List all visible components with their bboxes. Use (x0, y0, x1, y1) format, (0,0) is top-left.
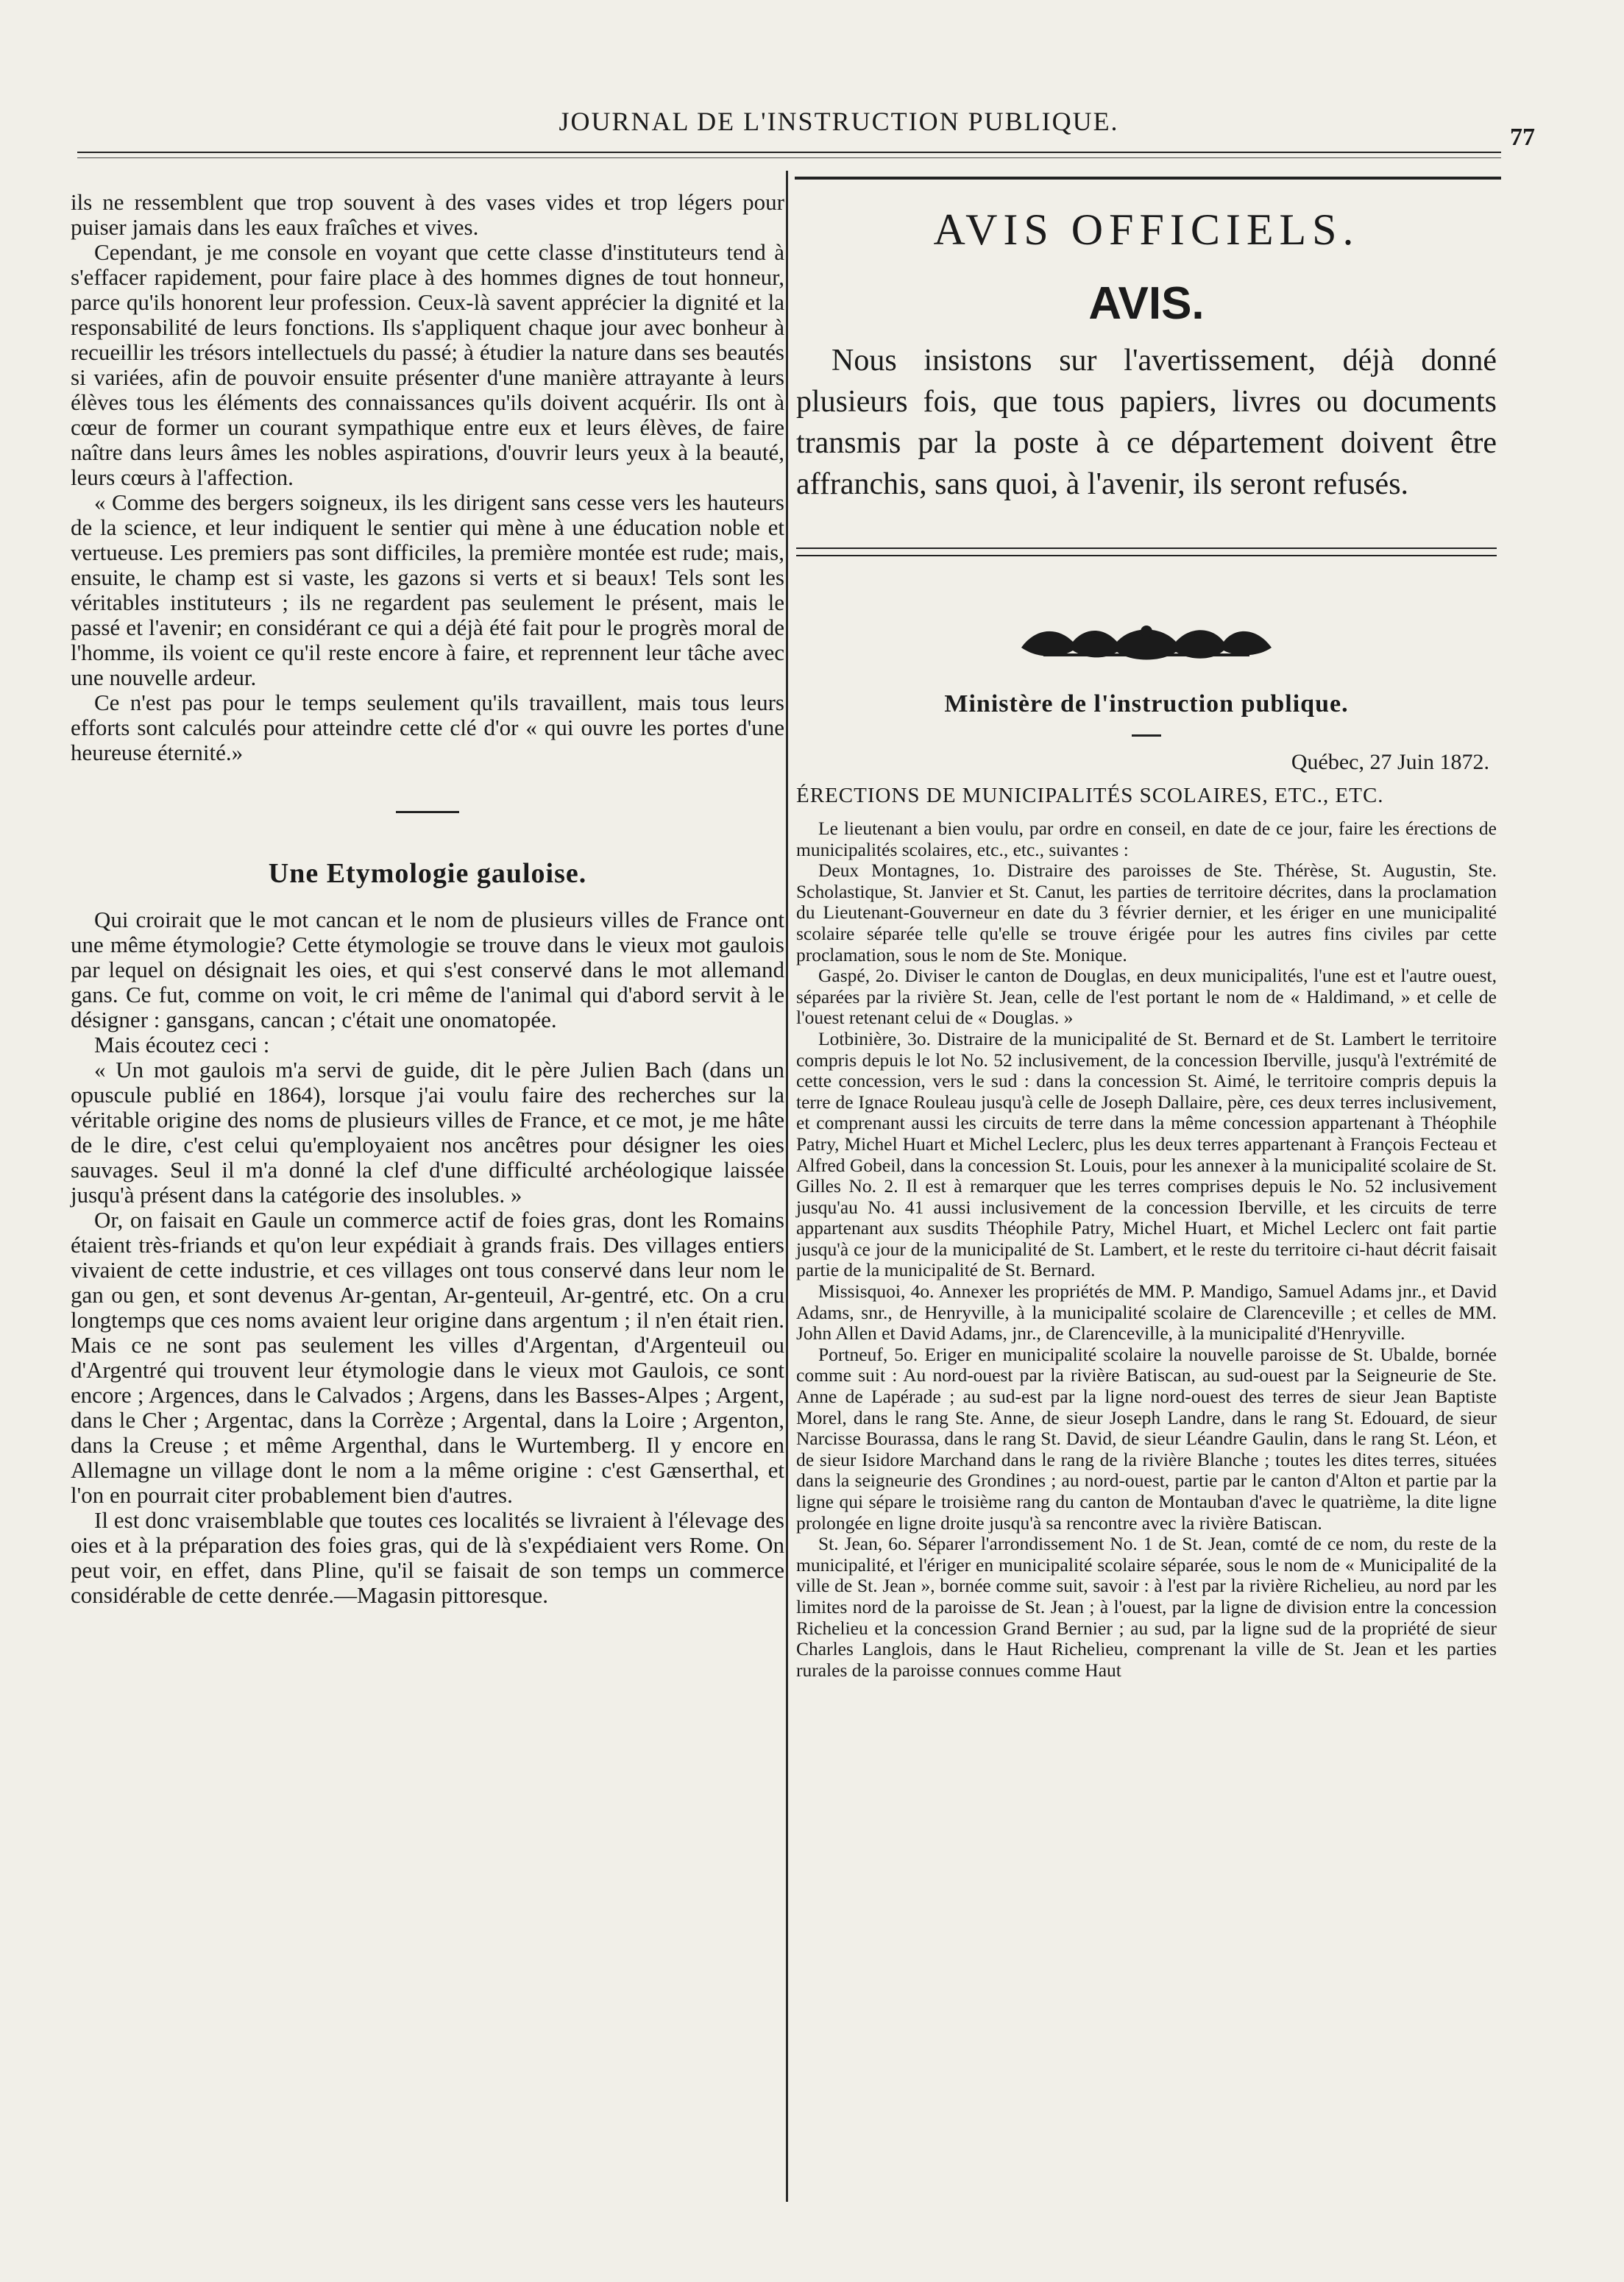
decorative-vignette-icon (1014, 620, 1279, 664)
article-title: Une Etymologie gauloise. (268, 858, 587, 889)
right-column-top-rule (795, 177, 1501, 180)
page-number: 77 (1510, 124, 1535, 151)
header-rule (77, 152, 1501, 153)
erection-paragraph: Deux Montagnes, 1o. Distraire des paroisses de Ste. Thérèse, St. Augustin, Ste. Scholastique, St. Janvier et St. Canut, les parties de territoire décrites, dans la proclamation du Lieutenant-Gouverneur en date du 3 février dernier, et les ériger en une municipalité scolaire séparée telle qu'elle se trouve érigée pour les autres fins civiles par cette proclamation, sous le nom de Ste. Monique. (796, 860, 1497, 965)
running-header (74, 102, 1545, 151)
section-title: AVIS OFFICIELS. (933, 205, 1360, 254)
column-divider (786, 171, 788, 2202)
erection-paragraph: Portneuf, 5o. Eriger en municipalité scolaire la nouvelle paroisse de St. Ubalde, bornée comme suit : Au nord-ouest par la rivière Batiscan, au sud-ouest par la Seigneurie de Ste. Anne de Lapérade ; au sud-est par la ligne nord-ouest des terres de sieur Jean Baptiste Morel, dans le rang Ste. Anne, de sieur Joseph Landre, dans le rang St. Edouard, de sieur Narcisse Bourassa, dans le rang St. David, de sieur Léandre Gaulin, dans le rang St. Léon, et de sieur Isidore Marchand dans le rang de la rivière Blanche ; toutes les dites terres, situées dans la seigneurie des Grondines ; au nord-ouest, partie par le canton d'Alton et partie par la ligne qui sépare le troisième rang du canton de Montauban d'avec le quatrième, la dite ligne prolongée en ligne droite jusqu'à sa rencontre avec la rivière Batiscan. (796, 1343, 1497, 1534)
paragraph: « Comme des bergers soigneux, ils les dirigent sans cesse vers les hauteurs de la science, et leur indiquent le sentier qui mène à une éducation noble et vertueuse. Les premiers pas sont difficiles, la première montée est rude; mais, ensuite, le champ est si vaste, les gazons si verts et si beaux! Tels sont les véritables instituteurs ; ils ne regardent pas seulement le présent, mais le passé et l'avenir; en considérant ce qui a déjà été fait pour le progrès moral de l'homme, ils voient ce qu'il reste encore à faire, et reprennent leur tâche avec une nouvelle ardeur. (71, 489, 784, 690)
left-column (71, 190, 784, 1608)
journal-title: JOURNAL DE L'INSTRUCTION PUBLIQUE. (559, 107, 1119, 136)
right-column (796, 190, 1497, 1681)
article-paragraph: Qui croirait que le mot cancan et le nom de plusieurs villes de France ont une même étymologie? Cette étymologie se trouve dans le vieux mot gaulois par lequel on désignait les oies, et qui s'est conservé dans le mot allemand gans. Ce fut, comme on voit, le cri même de l'animal qui d'abord servit à le désigner : gansgans, cancan ; c'était une onomatopée. (71, 907, 784, 1032)
notice-text: Nous insistons sur l'avertissement, déjà donné plusieurs fois, que tous papiers, livres ou documents transmis par la poste à ce département doivent être affranchis, sans quoi, à l'avenir, ils seront refusés. (796, 344, 1497, 501)
erection-paragraph: Le lieutenant a bien voulu, par ordre en conseil, en date de ce jour, faire les érections de municipalités scolaires, etc., etc., suivantes : (796, 818, 1497, 860)
article-paragraph: Or, on faisait en Gaule un commerce actif de foies gras, dont les Romains étaient très-friands et qu'on leur expédiait à grands frais. Des villages entiers vivaient de cette industrie, et ces villages ont tous conservé dans leur nom le gan ou gen, et sont devenus Ar-gentan, Ar-genteuil, Ar-gentré, etc. On a cru longtemps que ces noms avaient leur origine dans argentum ; il n'en était rien. Mais ce ne sont pas seulement les villes d'Argentan, d'Argenteuil ou d'Argentré qui trouvent leur étymologie dans le vieux mot Gaulois, ce sont encore ; Argences, dans le Calvados ; Argens, dans les Basses-Alpes ; Argent, dans le Cher ; Argentac, dans la Corrèze ; Argental, dans la Loire ; Argenton, dans la Creuse ; et même Argenthal, dans le Wurtemberg. Il y encore en Allemagne un village dont le nom a la même origine : c'est Gænserthal, et l'on en pourrait citer probablement bien d'autres. (71, 1207, 784, 1508)
article-paragraph: Il est donc vraisemblable que toutes ces localités se livraient à l'élevage des oies et à la préparation des foies gras, qui de là s'expédiaient vers Rome. On peut voir, en effet, dans Pline, qu'il se faisait de son temps un commerce considérable de cette denrée.—Magasin pittoresque. (71, 1507, 784, 1608)
notice-heading: AVIS. (1088, 278, 1205, 329)
section-separator (396, 811, 459, 813)
erection-paragraph: Lotbinière, 3o. Distraire de la municipalité de St. Bernard et de St. Lambert le territoire compris depuis le lot No. 52 inclusivement, de la concession Iberville, jusqu'à l'extrémité de cette concession, vers le sud : dans la concession St. Aimé, le territoire compris depuis la terre de Ignace Rouleau jusqu'à celle de Joseph Dallaire, père, ces deux terres inclusivement, et comprenant aussi les circuits de terre dans la même concession appartenant à Théophile Patry, Michel Huart et Michel Leclerc, plus les deux terres appartenant à François Fecteau et Alfred Gobeil, dans la concession St. Louis, pour les annexer à la municipalité scolaire de St. Gilles No. 2. Il est à remarquer que les terres comprises depuis le No. 52 inclusivement jusqu'au No. 41 aussi inclusivement de la concession Iberville, et les circuits de terre appartenant aux susdits Théophile Patry, Michel Huart, et Michel Leclerc ont fait partie jusqu'à ce jour de la municipalité de St. Lambert, et le reste du territoire ci-haut décrit faisait partie de la municipalité de St. Bernard. (796, 1027, 1497, 1281)
erection-paragraph: Gaspé, 2o. Diviser le canton de Douglas, en deux municipalités, l'une est et l'autre ouest, séparées par la rivière St. Jean, celle de l'est portant le nom de « Haldimand, » et celle de l'ouest retenant celui de « Douglas. » (796, 965, 1497, 1029)
erection-paragraph: Missisquoi, 4o. Annexer les propriétés de MM. P. Mandigo, Samuel Adams jnr., et David Adams, snr., de Henryville, à la municipalité scolaire de Clarenceville ; et celles de MM. John Allen et David Adams, jnr., de Clarenceville, à la municipalité d'Henryville. (796, 1280, 1497, 1344)
article-paragraph: « Un mot gaulois m'a servi de guide, dit le père Julien Bach (dans un opuscule publié en 1864), lorsque j'ai voulu faire des recherches sur la véritable origine des noms de plusieurs villes de France, et ce mot, je me hâte de le dire, c'est celui qu'employaient nos ancêtres pour désigner les oies sauvages. Seul il m'a donné la clef d'une difficulté archéologique laissée jusqu'à présent dans la catégorie des insolubles. » (71, 1057, 784, 1208)
erection-paragraph: St. Jean, 6o. Séparer l'arrondissement No. 1 de St. Jean, comté de ce nom, du reste de la municipalité, et l'ériger en municipalité scolaire séparée, sous le nom de « Municipalité de la ville de St. Jean », bornée comme suit, savoir : à l'est par la rivière Richelieu, au nord par les limites nord de la paroisse de St. Jean ; à l'ouest, par la ligne de division entre la concession Richelieu et la concession Grand Bernier ; au sud, par la ligne sud de la propriété de sieur Charles Langlois, dans le Haut Richelieu, comprenant la ville de St. Jean et les parties rurales de la paroisse connues comme Haut (796, 1533, 1497, 1681)
paragraph: Ce n'est pas pour le temps seulement qu'ils travaillent, mais tous leurs efforts sont calculés pour atteindre cette clé d'or « qui ouvre les portes d'une heureuse éternité.» (71, 690, 784, 765)
article-paragraph: Mais écoutez ceci : (94, 1032, 270, 1057)
erections-title: ÉRECTIONS DE MUNICIPALITÉS SCOLAIRES, ETC., ETC. (796, 784, 1384, 807)
header-rule-thin (77, 157, 1501, 158)
paragraph: Cependant, je me console en voyant que cette classe d'instituteurs tend à s'effacer rapidement, pour faire place à des hommes dignes de tout honneur, parce qu'ils honorent leur profession. Ceux-là savent apprécier la dignité et la responsabilité de leurs fonctions. Ils s'appliquent chaque jour avec bonheur à recueillir les trésors intellectuels du passé; à étudier la nature dans ses beautés si variées, afin de pouvoir ensuite présenter d'une manière attrayante à leurs élèves tous les éléments des connaissances qu'ils doivent acquérir. Ils ont à cœur de former un courant sympathique entre eux et leurs élèves, de faire naître dans leurs âmes les nobles aspirations, d'ouvrir leurs yeux à la beauté, leurs cœurs à l'affection. (71, 239, 784, 490)
short-rule (1132, 734, 1161, 737)
notice-rule (796, 548, 1497, 549)
dateline: Québec, 27 Juin 1872. (1291, 750, 1489, 774)
paragraph: ils ne ressemblent que trop souvent à des vases vides et trop légers pour puiser jamais dans les eaux fraîches et vives. (71, 189, 784, 240)
notice-rule (796, 555, 1497, 556)
ministry-heading: Ministère de l'instruction publique. (944, 690, 1349, 717)
